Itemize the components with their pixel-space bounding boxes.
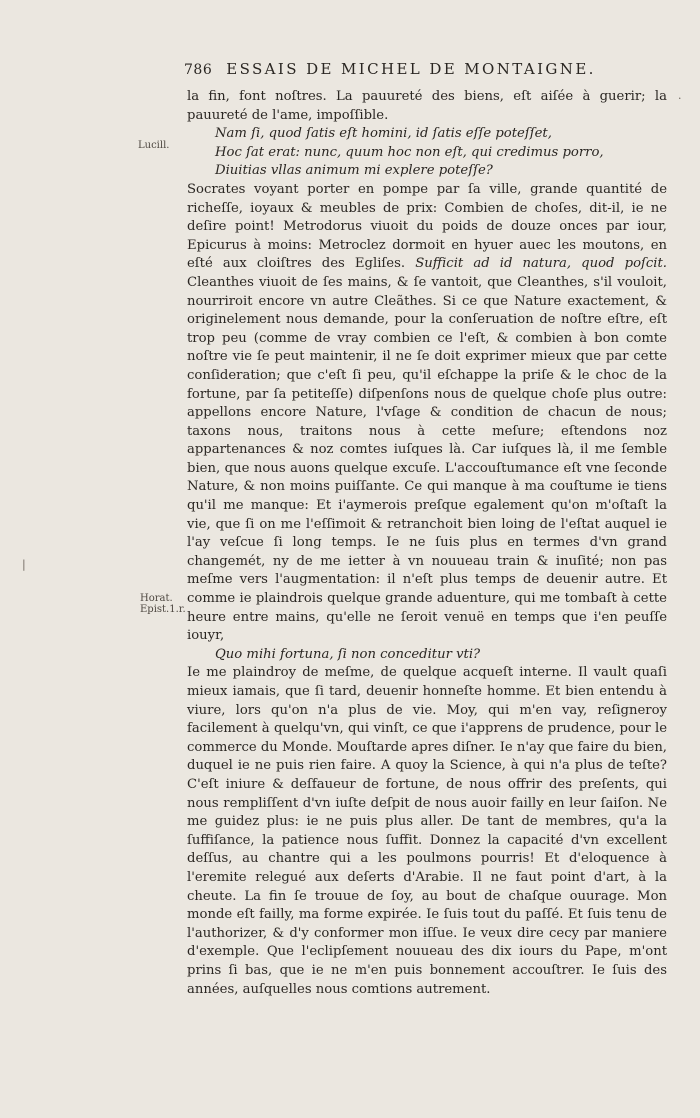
quote-lucilius-line1: Nam ſi, quod ſatis eſt homini, id ſatis eſſe poteſſet, — [215, 126, 552, 142]
paragraph-2-part-b: Cleanthes viuoit de ſes mains, & ſe vantoit, que Cleanthes, s'il vouloit, nourriroit encore vn autre Cleãthes. Si ce que Nature exactement, & originelement nous demande, pour la conſeruation de noſtre eſtre, eſt trop peu (comme de vray combien ce l'eſt, & combien à bon comte noſtre vie ſe peut maintenir, il ne ſe doit exprimer mieux que par cette conſideration; que c'eſt ſi peu, qu'il eſchappe la priſe & le choc de la fortune, par ſa petiteſſe) diſpenſons nous de quelque choſe plus outre: appellons encore Nature, l'vſage & condition de chacun de nous; taxons nous, traitons nous à cette meſure; eſtendons noz appartenances & noz comtes iuſques là. Car iuſques là, il me ſemble bien, que nous auons quelque excuſe. L'accouſtumance eſt vne ſeconde Nature, & non moins puiſſante. Ce qui manque à ma couſtume ie tiens qu'il me manque: Et i'aymerois preſque egalement qu'on m'oſtaſt la vie, que ſi on me l'eſſimoit & retranchoit bien loing de l'eſtat auquel ie l'ay veſcue ſi long temps. Ie ne ſuis plus en termes d'vn grand changemét, ny de me ietter à vn nouueau train & inuſité; non pas meſme vers l'augmentation: il n'eſt plus temps de deuenir autre. Et comme ie plaindrois quelque grande aduenture, qui me tombaſt à cette heure entre mains, qu'elle ne ſeroit venuë en temps que i'en peuſſe iouyr, — [187, 274, 667, 644]
quote-horace — [215, 646, 667, 665]
paragraph-1: la fin, font noſtres. La pauureté des biens, eſt aiſée à guerir; la pauureté de l'ame, impoſſible. — [187, 89, 667, 123]
margin-tick: | — [22, 558, 26, 571]
page-number: 786 — [184, 62, 213, 78]
margin-note-lucill: Lucill. — [138, 140, 170, 151]
paragraph-2 — [187, 181, 667, 646]
margin-note-horat-line2: Epist.1.r. — [140, 604, 186, 615]
quote-lucilius-line2: Hoc ſat erat: nunc, quum hoc non eſt, qui credimus porro, — [215, 144, 604, 160]
latin-citation-natura: Sufficit ad id natura, quod poſcit. — [415, 256, 667, 272]
margin-note-horat — [140, 593, 186, 615]
margin-note-horat-line1: Horat. — [140, 593, 173, 604]
running-title: ESSAIS DE MICHEL DE MONTAIGNE. — [226, 60, 596, 78]
paragraph-2-part-a: Socrates voyant porter en pompe par ſa ville, grande quantité de richeſſe, ioyaux & meubles de prix: Combien de choſes, dit-il, ie ne deſire point! Metrodorus viuoit du poids de douze onces par iour, Epicurus à moins: Metroclez dormoit en hyuer auec les moutons, en eſté aux cloiſtres des Egliſes. — [187, 181, 667, 272]
quote-lucilius-line3: Diuitias vllas animum mi explere poteſſe? — [215, 163, 493, 179]
paragraph-3: Ie me plaindroy de meſme, de quelque acqueſt interne. Il vault quaſi mieux iamais, que ſi tard, deuenir honneſte homme. Et bien entendu à viure, lors qu'on n'a plus de vie. Moy, qui m'en vay, reſigneroy facilement à quelqu'vn, qui vinſt, ce que i'apprens de prudence, pour le commerce du Monde. Mouſtarde apres diſner. Ie n'ay que faire du bien, duquel ie ne puis rien faire. A quoy la Science, à qui n'a plus de teſte? C'eſt iniure & deſfaueur de fortune, de nous offrir des preſents, qui nous rempliſſent d'vn iuſte deſpit de nous auoir failly en leur ſaiſon. Ne me guidez plus: ie ne puis plus aller. De tant de membres, qu'a la ſuffiſance, la patience nous ſuffit. Donnez la capacité d'vn excellent deſſus, au chantre qui a les poulmons pourris! Et d'eloquence à l'eremite relegué aux deſerts d'Arabie. Il ne faut point d'art, à la cheute. La fin ſe trouue de ſoy, au bout de chaſque ouurage. Mon monde eſt failly, ma forme expirée. Ie ſuis tout du paſſé. Et ſuis tenu de l'authorizer, & d'y conformer mon iſſue. Ie veux dire cecy par maniere d'exemple. Que l'eclipſement nouueau des dix iours du Pape, m'ont prins ſi bas, que ie ne m'en puis bonnement accouſtrer. Ie ſuis des années, auſquelles nous comtions autrement. — [187, 665, 667, 997]
margin-dot: · — [678, 92, 682, 105]
quote-horace-line: Quo mihi fortuna, ſi non conceditur vti? — [215, 646, 481, 662]
main-text — [187, 88, 667, 999]
page-header — [184, 60, 624, 78]
quote-lucilius — [215, 125, 667, 181]
